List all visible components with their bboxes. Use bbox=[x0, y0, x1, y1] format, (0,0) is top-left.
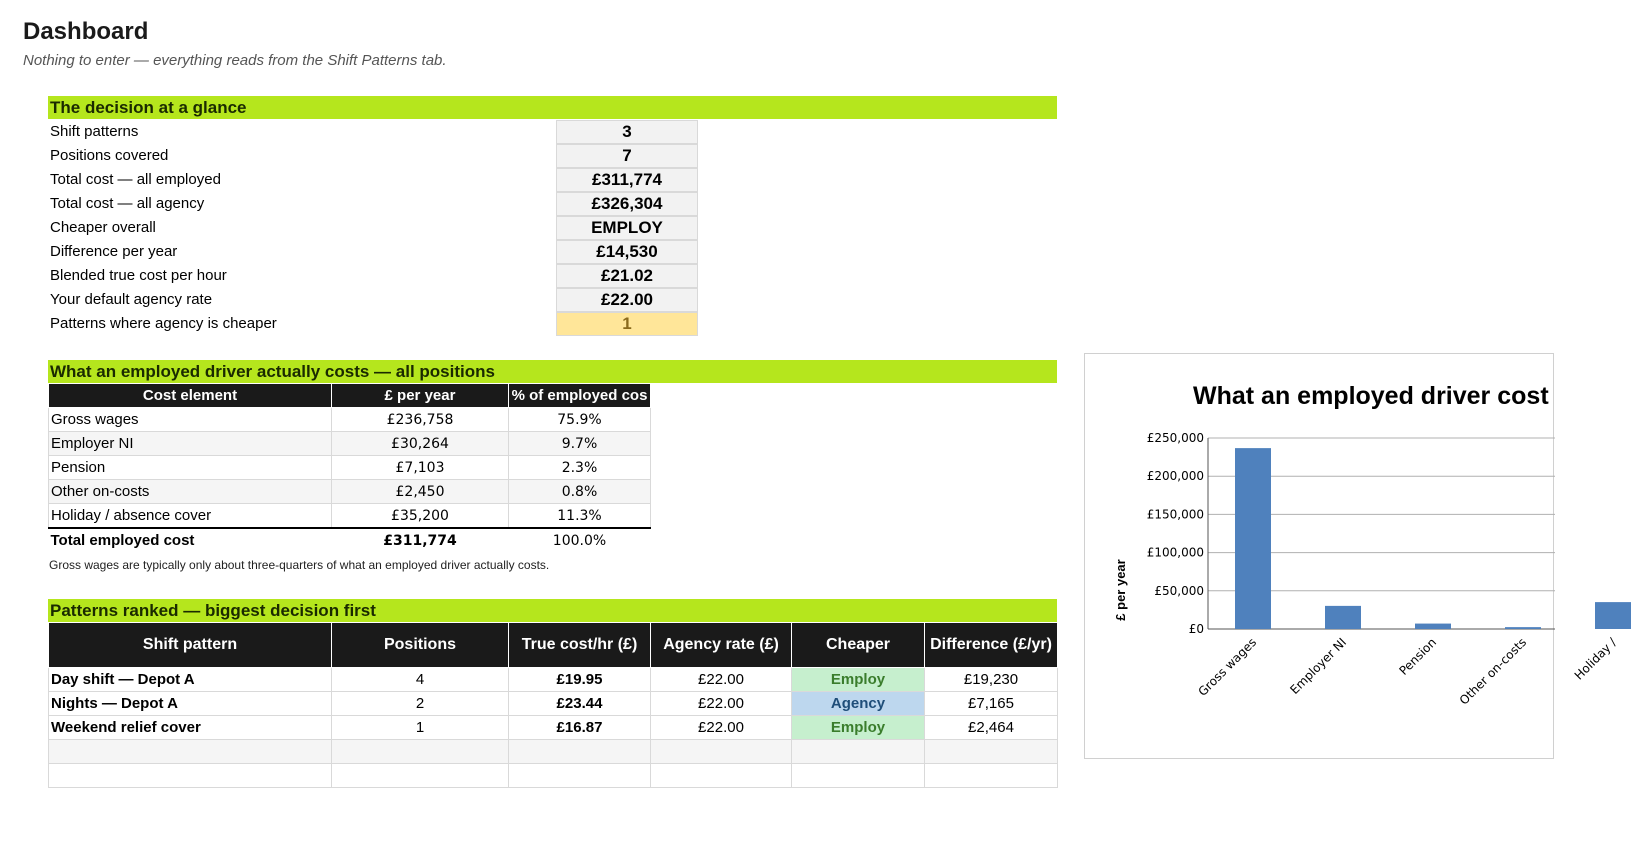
empty-cell[interactable] bbox=[792, 764, 925, 788]
pattern-difference[interactable]: £19,230 bbox=[925, 668, 1058, 692]
chart-bar[interactable] bbox=[1505, 627, 1541, 629]
cost-element[interactable]: Other on-costs bbox=[49, 480, 332, 504]
cost-pct[interactable]: 75.9% bbox=[509, 408, 651, 432]
glance-row bbox=[48, 264, 653, 288]
pattern-positions[interactable]: 1 bbox=[332, 716, 509, 740]
glance-label: Your default agency rate bbox=[50, 291, 213, 308]
glance-value[interactable]: EMPLOY bbox=[556, 216, 698, 240]
glance-label: Shift patterns bbox=[50, 123, 139, 140]
cost-element[interactable]: Employer NI bbox=[49, 432, 332, 456]
empty-cell[interactable] bbox=[332, 740, 509, 764]
empty-cell[interactable] bbox=[925, 740, 1058, 764]
cost-per-year[interactable]: £7,103 bbox=[332, 456, 509, 480]
chart-bar[interactable] bbox=[1235, 448, 1271, 629]
chart-title: What an employed driver cost bbox=[1193, 382, 1549, 410]
pattern-agency-rate[interactable]: £22.00 bbox=[651, 716, 792, 740]
total-pct[interactable]: 100.0% bbox=[509, 528, 651, 552]
chart-x-tick-label: Employer NI bbox=[1287, 635, 1350, 697]
pattern-difference[interactable]: £2,464 bbox=[925, 716, 1058, 740]
empty-row bbox=[49, 764, 1058, 788]
empty-cell[interactable] bbox=[49, 764, 332, 788]
empty-cell[interactable] bbox=[509, 764, 651, 788]
pattern-cheaper[interactable]: Employ bbox=[792, 668, 925, 692]
chart-x-tick-label: Other on-costs bbox=[1456, 635, 1530, 708]
glance-value-highlight[interactable]: 1 bbox=[556, 312, 698, 336]
cost-element[interactable]: Gross wages bbox=[49, 408, 332, 432]
table-row bbox=[49, 716, 1058, 740]
empty-row bbox=[49, 740, 1058, 764]
pattern-cheaper[interactable]: Agency bbox=[792, 692, 925, 716]
pattern-true-cost[interactable]: £16.87 bbox=[509, 716, 651, 740]
total-row bbox=[49, 528, 651, 552]
glance-row bbox=[48, 144, 650, 168]
table-row bbox=[49, 692, 1058, 716]
glance-row bbox=[48, 288, 653, 312]
glance-row bbox=[48, 192, 663, 216]
table-row bbox=[49, 480, 651, 504]
glance-row bbox=[48, 120, 650, 144]
table-row bbox=[49, 432, 651, 456]
column-header[interactable]: Cheaper bbox=[792, 623, 925, 668]
column-header[interactable]: Cost element bbox=[49, 384, 332, 408]
chart-x-tick-label: Holiday / bbox=[1571, 635, 1620, 683]
glance-label: Total cost — all employed bbox=[50, 171, 221, 188]
chart-x-tick-label: Gross wages bbox=[1195, 635, 1260, 699]
column-header[interactable]: £ per year bbox=[332, 384, 509, 408]
cost-per-year[interactable]: £236,758 bbox=[332, 408, 509, 432]
glance-label: Cheaper overall bbox=[50, 219, 156, 236]
chart-x-tick-label: Pension bbox=[1396, 635, 1440, 678]
pattern-name[interactable]: Weekend relief cover bbox=[49, 716, 332, 740]
glance-value[interactable]: £21.02 bbox=[556, 264, 698, 288]
glance-value[interactable]: £14,530 bbox=[556, 240, 698, 264]
glance-heading: The decision at a glance bbox=[48, 96, 1057, 119]
chart-y-tick-label: £250,000 bbox=[1146, 431, 1204, 445]
cost-per-year[interactable]: £30,264 bbox=[332, 432, 509, 456]
total-label[interactable]: Total employed cost bbox=[49, 528, 332, 552]
empty-cell[interactable] bbox=[792, 740, 925, 764]
table-row bbox=[49, 456, 651, 480]
patterns-table-header bbox=[49, 623, 1058, 668]
glance-label: Patterns where agency is cheaper bbox=[50, 315, 277, 332]
empty-cell[interactable] bbox=[49, 740, 332, 764]
chart-y-tick-label: £200,000 bbox=[1146, 469, 1204, 484]
cost-table bbox=[48, 383, 651, 552]
table-row bbox=[49, 504, 651, 529]
total-per-year[interactable]: £311,774 bbox=[332, 528, 509, 552]
cost-per-year[interactable]: £35,200 bbox=[332, 504, 509, 529]
column-header[interactable]: Difference (£/yr) bbox=[925, 623, 1058, 668]
empty-cell[interactable] bbox=[509, 740, 651, 764]
pattern-agency-rate[interactable]: £22.00 bbox=[651, 668, 792, 692]
column-header[interactable]: Positions bbox=[332, 623, 509, 668]
chart-y-tick-label: £100,000 bbox=[1146, 545, 1204, 560]
cost-pct[interactable]: 0.8% bbox=[509, 480, 651, 504]
cost-note: Gross wages are typically only about three-quarters of what an employed driver actually costs. bbox=[49, 558, 550, 572]
cost-chart[interactable] bbox=[1084, 353, 1620, 759]
glance-label: Positions covered bbox=[50, 147, 169, 164]
glance-value[interactable]: £22.00 bbox=[556, 288, 698, 312]
pattern-difference[interactable]: £7,165 bbox=[925, 692, 1058, 716]
patterns-table bbox=[48, 622, 1058, 788]
glance-label: Blended true cost per hour bbox=[50, 267, 227, 284]
column-header[interactable]: Shift pattern bbox=[49, 623, 332, 668]
patterns-heading: Patterns ranked — biggest decision first bbox=[48, 599, 1057, 622]
glance-label: Total cost — all agency bbox=[50, 195, 205, 212]
cost-chart-svg bbox=[1085, 354, 1620, 760]
glance-value[interactable]: 3 bbox=[556, 120, 698, 144]
chart-bar[interactable] bbox=[1595, 602, 1631, 629]
glance-row bbox=[48, 216, 663, 240]
chart-bar[interactable] bbox=[1415, 624, 1451, 629]
page-subtitle: Nothing to enter — everything reads from the Shift Patterns tab. bbox=[23, 52, 447, 69]
chart-y-tick-label: £0 bbox=[1188, 622, 1204, 636]
chart-y-tick-label: £150,000 bbox=[1146, 507, 1204, 522]
glance-row bbox=[48, 240, 658, 264]
column-header[interactable]: True cost/hr (£) bbox=[509, 623, 651, 668]
glance-value[interactable]: £311,774 bbox=[556, 168, 698, 192]
column-header[interactable]: % of employed cos bbox=[509, 384, 651, 408]
table-row bbox=[49, 408, 651, 432]
column-header[interactable]: Agency rate (£) bbox=[651, 623, 792, 668]
cost-pct[interactable]: 9.7% bbox=[509, 432, 651, 456]
pattern-true-cost[interactable]: £23.44 bbox=[509, 692, 651, 716]
glance-label: Difference per year bbox=[50, 243, 178, 260]
cost-pct[interactable]: 2.3% bbox=[509, 456, 651, 480]
pattern-agency-rate[interactable]: £22.00 bbox=[651, 692, 792, 716]
glance-value[interactable]: £326,304 bbox=[556, 192, 698, 216]
glance-row bbox=[48, 168, 662, 192]
chart-bar[interactable] bbox=[1325, 606, 1361, 629]
empty-cell[interactable] bbox=[651, 740, 792, 764]
chart-y-axis-label: £ per year bbox=[1113, 559, 1128, 621]
pattern-true-cost[interactable]: £19.95 bbox=[509, 668, 651, 692]
chart-y-tick-label: £50,000 bbox=[1154, 583, 1204, 598]
cost-element[interactable]: Holiday / absence cover bbox=[49, 504, 332, 529]
cost-table-header bbox=[49, 384, 651, 408]
pattern-name[interactable]: Day shift — Depot A bbox=[49, 668, 332, 692]
pattern-name[interactable]: Nights — Depot A bbox=[49, 692, 332, 716]
empty-cell[interactable] bbox=[332, 764, 509, 788]
cost-per-year[interactable]: £2,450 bbox=[332, 480, 509, 504]
pattern-cheaper[interactable]: Employ bbox=[792, 716, 925, 740]
pattern-positions[interactable]: 2 bbox=[332, 692, 509, 716]
cost-pct[interactable]: 11.3% bbox=[509, 504, 651, 529]
page-title: Dashboard bbox=[23, 18, 149, 45]
glance-row bbox=[48, 312, 650, 336]
empty-cell[interactable] bbox=[651, 764, 792, 788]
pattern-positions[interactable]: 4 bbox=[332, 668, 509, 692]
costs-heading: What an employed driver actually costs — all positions bbox=[48, 360, 1057, 383]
cost-element[interactable]: Pension bbox=[49, 456, 332, 480]
glance-value[interactable]: 7 bbox=[556, 144, 698, 168]
empty-cell[interactable] bbox=[925, 764, 1058, 788]
table-row bbox=[49, 668, 1058, 692]
